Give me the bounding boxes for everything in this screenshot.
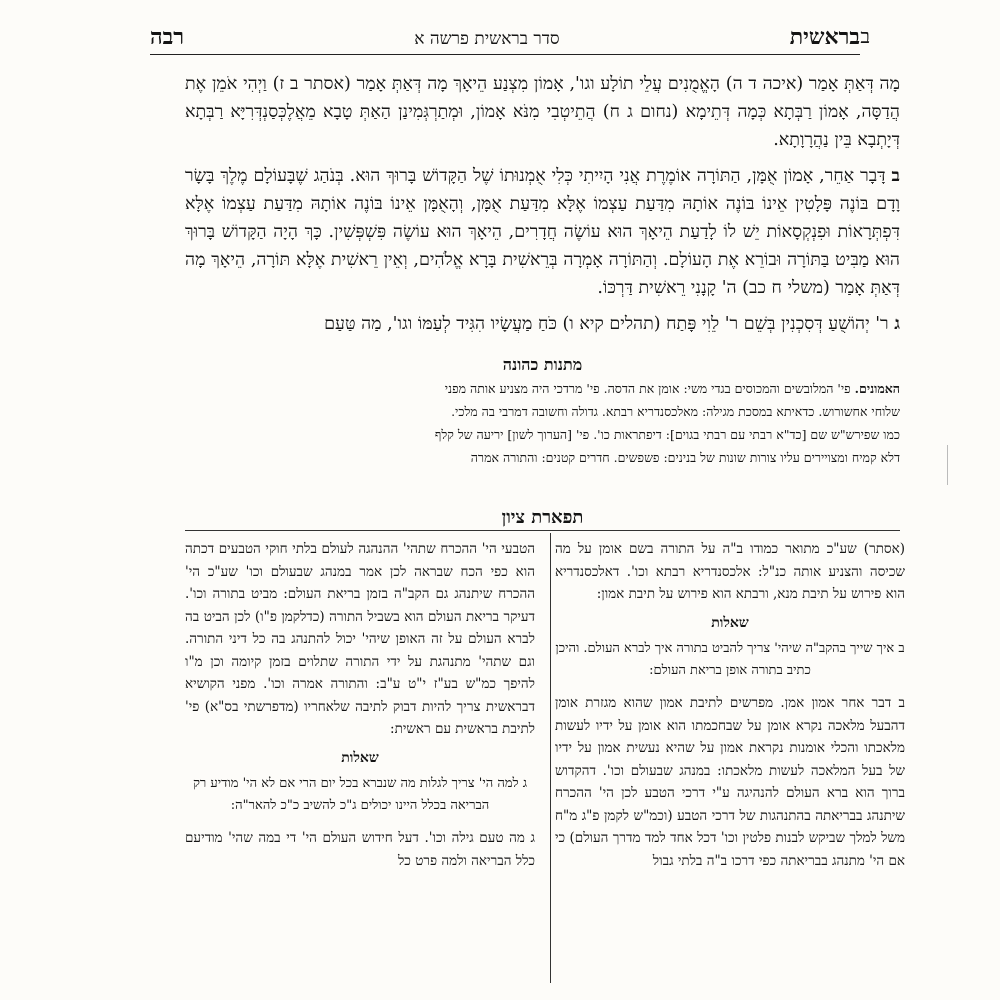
commentary-body: הטבעי הי' ההכרח שתהי' ההנהגה לעולם בלתי חוקי הטבעים דכתה הוא כפי הכח שבראה לכן אמר במנהג שבעולם וכו' שע"כ הי' ההכרח שיתנהג גם הקב"ה בזמן בריאת העולם: מביט בתורה וכו'. דעיקר בריאת העולם הוא בשביל התורה (כדלקמן פ"ו) לכן הביט בה לברא העולם על זה האופן שיהי' יכול להתנהג בה כל דיני התורה. וגם שתהי' מתנהגת על ידי התורה שתלוים בזמן קיומה וכן מ"ו להיפך כמ"ש בע"ז י"ט ע"ב: והתורה אמרה וכו'. מפני הקושיא דבראשית צריך להיות דבוק לתיבה שלאחריו (מדפרשתי בס"א) פי' לתיבת בראשית עם ראשית: [185, 541, 535, 737]
running-header [150, 24, 860, 55]
column-divider [550, 533, 551, 983]
matnot-line-text: פי' המלובשים והמכוסים בגדי משי: אומן את הדסה. פי' מרדכי היה מצניע אותה מפני [444, 381, 851, 396]
matnot-line: שלוחי אחשורוש. כדאיתא במסכת מגילה: מאלכסנדריא רבתא. גדולה וחשובה דמרבי בה מלכי. [451, 404, 900, 419]
commentary-intro: (אסתר) שע"כ מתואר כמודו ב"ה על התורה בשם אומן על מה שכיסה והצניע אותה כנ"ל: אלכסנדריא רבתא וכו'. דאלכסנדריא הוא פירוש על תיבת מנא, ורבתא הוא פירוש על תיבת אמון: [555, 541, 905, 602]
question-text: ג למה הי' צריך לגלות מה שנברא בכל יום הרי אם לא הי' מודיע רק הבריאה בכלל היינו יכולים ג"כ להשיב כ"כ להאר"ה: [192, 776, 528, 813]
questions-title: שאלות [341, 749, 379, 766]
commentary-left-column [185, 538, 535, 872]
divider [185, 530, 900, 531]
midrash-paragraph-2 [185, 162, 900, 302]
matnot-kehuna-text [185, 377, 900, 469]
header-book: בראשית [789, 24, 860, 50]
header-work: רבה [150, 24, 185, 50]
tiferet-tzion-title: תפארת ציון [501, 507, 584, 528]
paragraph-text: דָּבָר אַחֵר, אָמוֹן אֻמָּן, הַתּוֹרָה אוֹמֶרֶת אֲנִי הָיִיתִי כְּלִי אֻמְנוּתוֹ שֶׁל הַקָּדוֹשׁ בָּרוּךְ הוּא. בְּנֹהַג שֶׁבָּעוֹלָם מֶלֶךְ בָּשָׂר וָדָם בּוֹנֶה פָּלָטִין אֵינוֹ בּוֹנֶה אוֹתָהּ מִדַּעַת עַצְמוֹ אֶלָּא מִדַּעַת אֻמָּן, וְהָאֻמָּן אֵינוֹ בּוֹנֶה אוֹתָהּ מִדַּעַת עַצְמוֹ אֶלָּא דִּפְתְּרָאוֹת וּפִנְקְסָאוֹת יֵשׁ לוֹ לָדַעַת הֵיאָךְ הוּא עוֹשֶׂה חֲדָרִים, הֵיאָךְ הוּא עוֹשֶׂה פִּשְׁפְּשִׁין. כָּךְ הָיָה הַקָּדוֹשׁ בָּרוּךְ הוּא מַבִּיט בַּתּוֹרָה וּבוֹרֵא אֶת הָעוֹלָם. וְהַתּוֹרָה אָמְרָה בְּרֵאשִׁית בָּרָא אֱלֹהִים, וְאֵין רֵאשִׁית אֶלָּא תּוֹרָה, הֵיאָךְ מָה דְּאַתְּ אָמַר (משלי ח כב) ה' קָנָנִי רֵאשִׁית דַּרְכּוֹ. [185, 166, 900, 298]
matnot-line: כמו שפירש"ש שם [כד"א רבתי עם רבתי בגוים]: דיפתראות כו'. פי' [הערוך לשון] יריעה של קלף [434, 427, 900, 442]
midrash-text [185, 70, 900, 346]
midrash-paragraph-3 [185, 310, 900, 338]
header-seder: סדר בראשית פרשה א [414, 29, 560, 49]
questions-title: שאלות [711, 614, 749, 631]
paragraph-label: ג [894, 314, 900, 334]
scan-edge-mark [947, 445, 948, 485]
matnot-line [185, 377, 900, 400]
paragraph-text: ר' יְהוֹשֻׁעַ דְּסִכְנִין בְּשֵׁם ר' לֵוִי פָּתַח (תהלים קיא ו) כֹּחַ מַעֲשָׂיו הִגִּיד לְעַמּוֹ וגו', מַה טַּעַם [324, 314, 889, 334]
matnot-kehuna-title: מתנות כהונה [502, 355, 583, 374]
page-number: ב [860, 24, 870, 48]
midrash-paragraph-1: מָה דְּאַתְּ אָמַר (איכה ד ה) הָאֱמֻנִים עֲלֵי תוֹלָע וגו', אָמוֹן מִצְנַע הֵיאָךְ מָה דְּאַתְּ אָמַר (אסתר ב ז) וַיְהִי אֹמֵן אֶת הֲדַסָּה, אָמוֹן רַבְּתָא כְּמָה דְּתֵימָא (נחום ג ח) הֲתֵיטְבִי מִנֹּא אָמוֹן, וּמְתַרְגְּמִינַן הַאַתְּ טָבָא מֵאֲלֶכְּסַנְדְּרִיָּא רַבְּתָא דְּיָתְבָא בֵּין נַהֲרָוָתָא. [185, 74, 900, 150]
commentary-body-continued: ג מה טעם גילה וכו'. דעל חידוש העולם הי' די במה שהי' מודיעם כלל הבריאה ולמה פרט כל [185, 830, 535, 869]
dibur-hamatchil: האמונים. [854, 381, 900, 396]
commentary-right-column [555, 538, 905, 872]
question-text: ב איך שייך בהקב"ה שיהי' צריך להביט בתורה איך לברא העולם. והיכן כתיב בתורה אופן בריאת העולם: [555, 641, 905, 678]
matnot-line: דלא קמיח ומצויירים עליו צורות שונות של בנינים: פשפשים. חדרים קטנים: והתורה אמרה [470, 450, 900, 465]
paragraph-label: ב [891, 166, 900, 186]
commentary-body: ב דבר אחר אמון אמן. מפרשים לתיבת אמון שהוא מגזרת אומן דהבעל מלאכה נקרא אומן על שבחכמתו הוא אומן על ידיו לעשות מלאכתו והכלי אומנות נקראת אמון על שהיא נעשית אמון על ידיו של בעל המלאכה לעשות מלאכתו: במנהג שבעולם וכו'. דהקדוש ברוך הוא ברא העולם להנהיגה ע"י דרכי הטבע לכן הי' ההכרח שיתנהג בבריאתה בהתנהגות של דרכי הטבע (וכמ"ש לקמן פ"ג מ"ח משל למלך שביקש לבנות פלטין וכו' דכל אחד למד מדרך העולם) כי אם הי' מתנהג בבריאתה כפי דרכו ב"ה בלתי גבול [555, 695, 905, 869]
